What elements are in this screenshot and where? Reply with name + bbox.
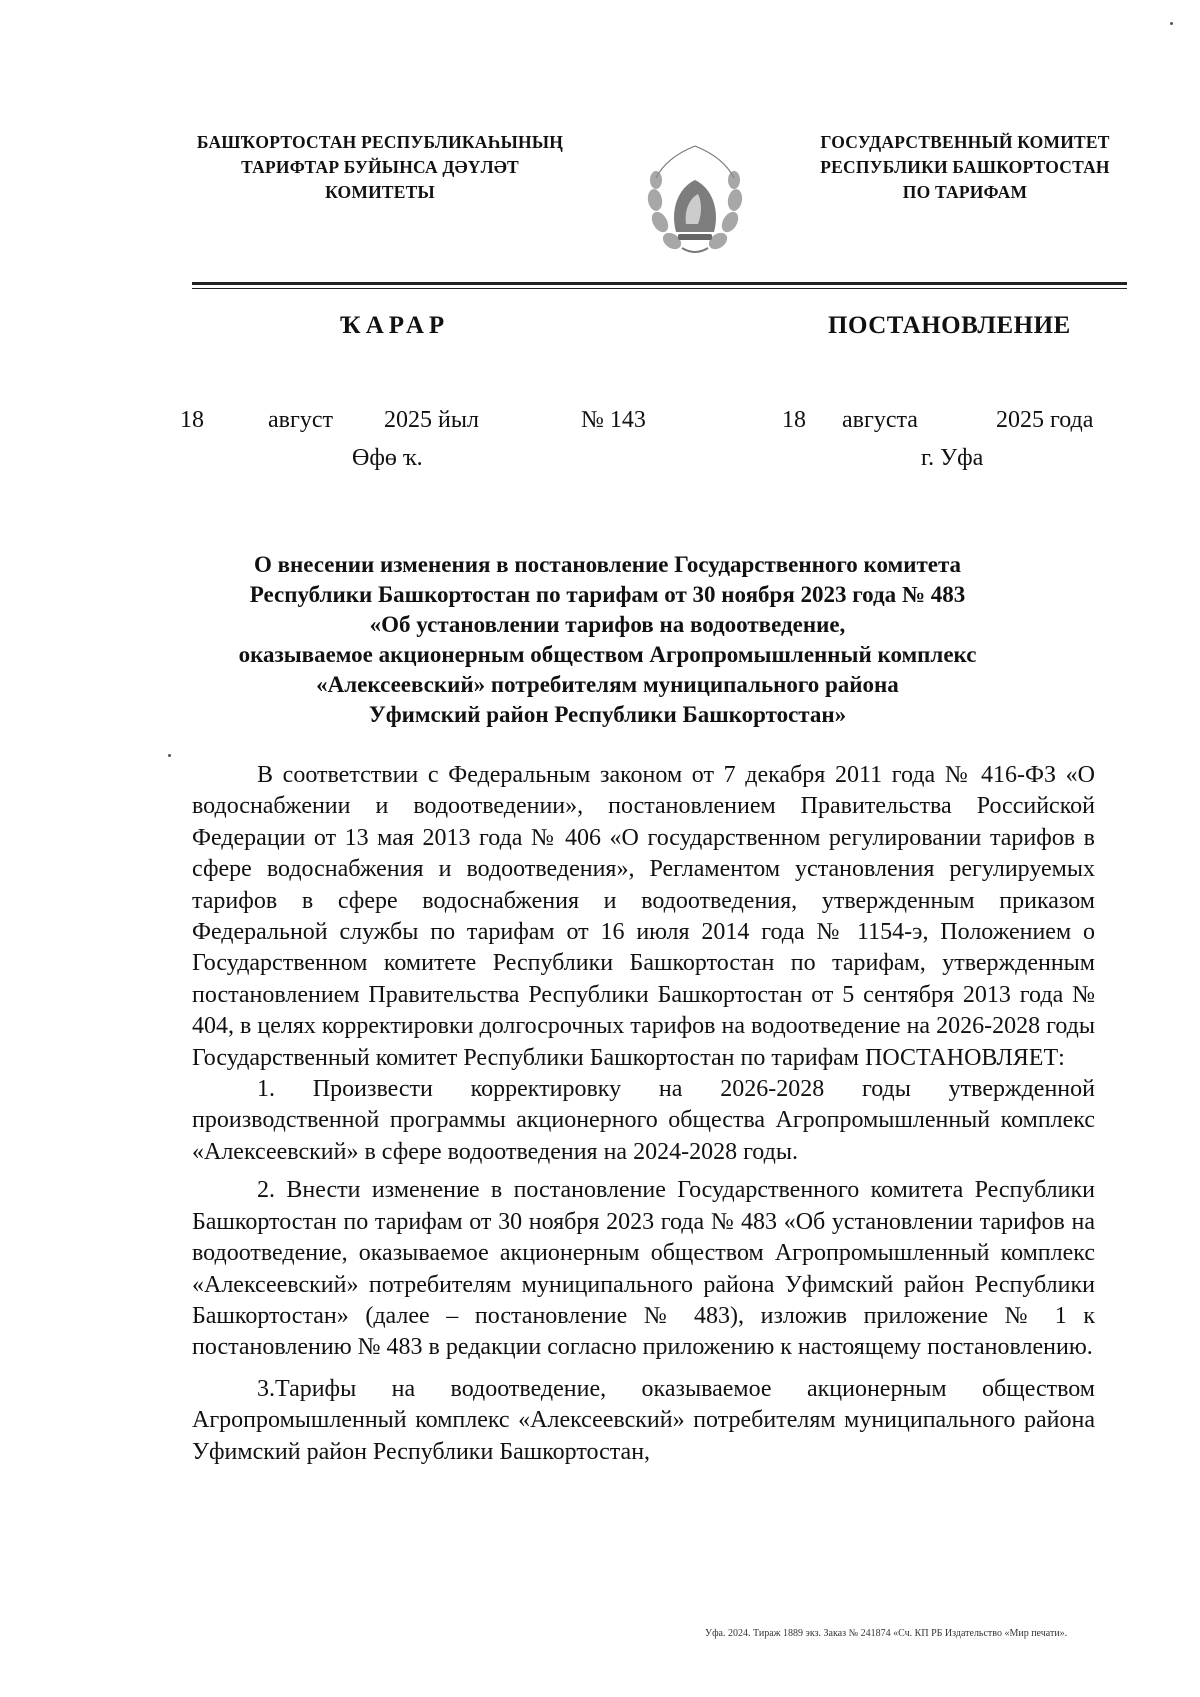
city-left: Өфө ҡ. xyxy=(352,445,423,471)
header-right-line: ГОСУДАРСТВЕННЫЙ КОМИТЕТ xyxy=(820,132,1110,152)
coat-of-arms-icon xyxy=(640,140,750,260)
header-right-line: ПО ТАРИФАМ xyxy=(902,182,1028,202)
title-postanovlenie: ПОСТАНОВЛЕНИЕ xyxy=(828,312,1071,339)
scan-speck xyxy=(1170,22,1173,25)
date-left-month: август xyxy=(268,407,333,433)
body-paragraph-3: 3.Тарифы на водоотведение, оказываемое акционерным обществом Агропромышленный комплекс «Алексеевский» потребителям муниципального района Уфимский район Республики Башкортостан, xyxy=(192,1375,1095,1465)
document-number: № 143 xyxy=(581,407,646,433)
header-left-line: ТАРИФТАР БУЙЫНСА ДӘҮЛӘТ xyxy=(241,157,519,177)
heading-line: Уфимский район Республики Башкортостан» xyxy=(368,702,847,727)
header-left-line: БАШҠОРТОСТАН РЕСПУБЛИКАҺЫНЫҢ xyxy=(196,132,564,152)
heading-line: оказываемое акционерным обществом Агропромышленный комплекс xyxy=(238,642,977,667)
date-left-day: 18 xyxy=(180,407,204,433)
heading-line: «Об установлении тарифов на водоотведение, xyxy=(369,612,846,637)
header-divider-thin xyxy=(192,288,1127,289)
heading-line: О внесении изменения в постановление Государственного комитета xyxy=(253,552,962,577)
body-paragraph-1: 1. Произвести корректировку на 2026-2028 годы утвержденной производственной программы акционерного общества Агропромышленный комплекс «Алексеевский» в сфере водоотведения на 2024-2028 годы. xyxy=(192,1076,1095,1165)
date-right-year: 2025 года xyxy=(996,407,1094,433)
title-karar: ҠАРАР xyxy=(340,312,450,339)
print-imprint: Уфа. 2024. Тираж 1889 экз. Заказ № 241874 «Сч. КП РБ Издательство «Мир печати». xyxy=(705,1628,1068,1639)
document-heading xyxy=(150,550,1065,730)
heading-line: «Алексеевский» потребителям муниципального района xyxy=(316,672,899,697)
heading-line: Республики Башкортостан по тарифам от 30 ноября 2023 года № 483 xyxy=(249,582,966,607)
document-body xyxy=(192,760,1095,1468)
header-right-line: РЕСПУБЛИКИ БАШКОРТОСТАН xyxy=(820,157,1110,177)
body-paragraph-preamble: В соответствии с Федеральным законом от 7 декабря 2011 года № 416-ФЗ «О водоснабжении и водоотведении», постановлением Правительства Российской Федерации от 13 мая 2013 года № 406 «О государственном регулировании тарифов в сфере водоснабжения и водоотведения», Регламентом установления регулируемых тарифов в сфере водоснабжения и водоотведения, утвержденным приказом Федеральной службы по тарифам от 16 июля 2014 года № 1154-э, Положением о Государственном комитете Республики Башкортостан по тарифам, утвержденным постановлением Правительства Республики Башкортостан от 5 сентября 2013 года № 404, в целях корректировки долгосрочных тарифов на водоотведение на 2026-2028 годы Государственный комитет Республики Башкортостан по тарифам ПОСТАНОВЛЯЕТ: xyxy=(192,762,1095,1071)
header-divider xyxy=(192,282,1127,285)
header-left-bashkir xyxy=(170,130,590,205)
date-right-day: 18 xyxy=(782,407,806,433)
header-left-line: КОМИТЕТЫ xyxy=(325,182,435,202)
body-paragraph-2: 2. Внести изменение в постановление Государственного комитета Республики Башкортостан по тарифам от 30 ноября 2023 года № 483 «Об установлении тарифов на водоотведение, оказываемое акционерным обществом Агропромышленный комплекс «Алексеевский» потребителям муниципального района Уфимский район Республики Башкортостан» (далее – постановление № 483), изложив приложение № 1 к постановлению № 483 в редакции согласно приложению к настоящему постановлению. xyxy=(192,1177,1095,1361)
date-left-year: 2025 йыл xyxy=(384,407,479,433)
scan-speck xyxy=(168,754,171,757)
header-right-russian xyxy=(785,130,1145,205)
date-right-month: августа xyxy=(842,407,918,433)
city-right: г. Уфа xyxy=(921,445,984,471)
